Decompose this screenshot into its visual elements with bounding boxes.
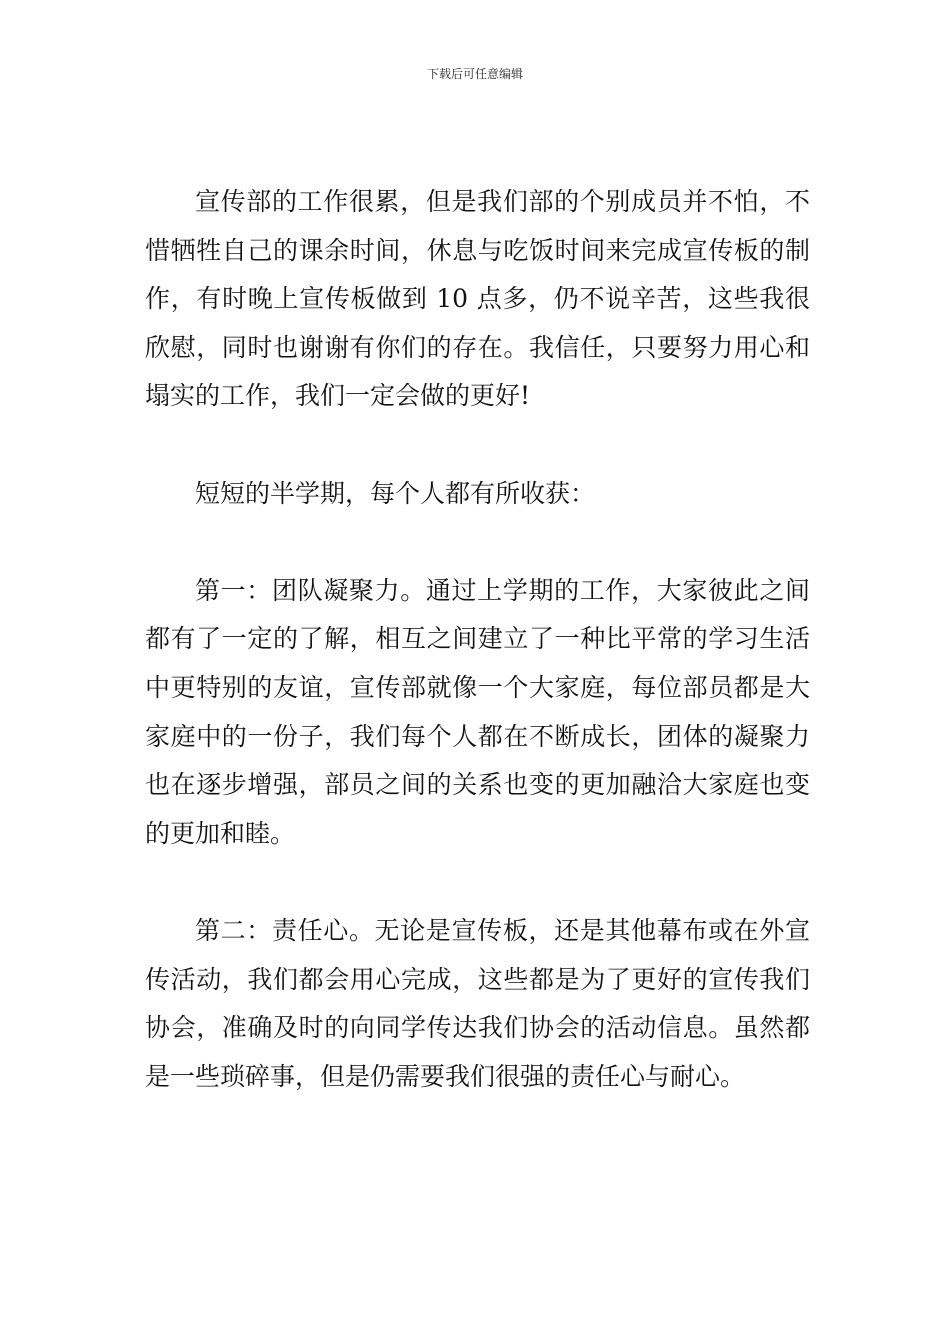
paragraph-propaganda-work: 宣传部的工作很累，但是我们部的个别成员并不怕，不惜牺牲自己的课余时间，休息与吃饭时间来完成宣传板的制作，有时晚上宣传板做到 10 点多，仍不说辛苦，这些我很欣慰，同时也谢谢有你们的存在。我信任，只要努力用心和塌实的工作，我们一定会做的更好! [145,187,810,411]
document-body [145,178,810,1101]
page-header: 下载后可任意编辑 [426,67,523,81]
paragraph-responsibility: 第二：责任心。无论是宣传板，还是其他幕布或在外宣传活动，我们都会用心完成，这些都是为了更好的宣传我们协会，准确及时的向同学传达我们协会的活动信息。虽然都是一些琐碎事，但是仍需要我们很强的责任心与耐心。 [145,915,810,1091]
paragraph-semester-gains: 短短的半学期，每个人都有所收获： [195,478,596,508]
paragraph-team-cohesion: 第一：团队凝聚力。通过上学期的工作，大家彼此之间都有了一定的了解，相互之间建立了一种比平常的学习生活中更特别的友谊，宣传部就像一个大家庭，每位部员都是大家庭中的一份子，我们每个人都在不断成长，团体的凝聚力也在逐步增强，部员之间的关系也变的更加融洽大家庭也变的更加和睦。 [145,575,810,848]
